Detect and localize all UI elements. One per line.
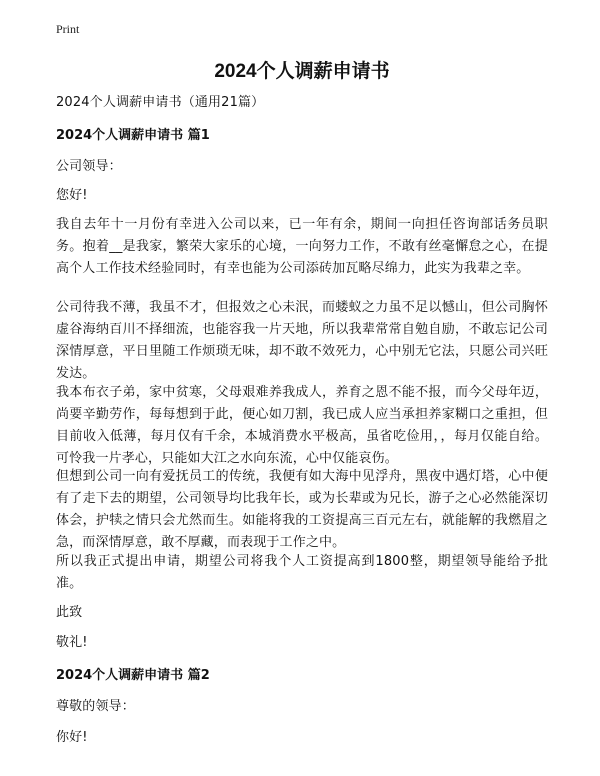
section-heading-1 (56, 124, 548, 147)
closing-line-2: 敬礼! (56, 635, 88, 650)
paragraph-5: 所以我正式提出申请，期望公司将我个人工资提高到1800整，期望领导能给予批准。 (56, 554, 548, 591)
paragraph-1: 我自去年十一月份有幸进入公司以来，已一年有余，期间一向担任咨询部话务员职务。抱着__是我家，繁荣大家乐的心境，一向努力工作，不敢有丝毫懈怠之心，在提高个人工作技术经验同时，有幸也能为公司添砖加瓦略尽绵力，此实为我辈之幸。 (56, 217, 548, 276)
print-link[interactable]: Print (56, 22, 80, 36)
section-heading-text: 2024个人调薪申请书 (56, 128, 188, 143)
greeting: 您好! (56, 188, 88, 203)
section-heading-number: 篇2 (187, 668, 210, 683)
paragraph-4: 但想到公司一向有爱抚员工的传统，我便有如大海中见浮舟，黑夜中遇灯塔，心中便有了走下去的期望，公司领导均比我年长，或为长辈或为兄长，游子之心必然能深切体会，护犊之情只会尤然而生。如能将我的工资提高三百元左右，就能解的我燃眉之急，而深情厚意，敢不厚藏，而表现于工作之中。 (56, 469, 548, 550)
greeting-2: 你好! (56, 730, 88, 745)
section-heading-number: 篇1 (187, 128, 210, 143)
salutation-2: 尊敬的领导： (56, 699, 135, 714)
salutation: 公司领导： (56, 159, 122, 174)
page-title: 2024个人调薪申请书 (214, 61, 390, 82)
paragraph-3: 我本布衣子弟，家中贫寒，父母艰难养我成人，养育之恩不能不报，而今父母年迈，尚要辛勤劳作，每每想到于此，便心如刀割，我已成人应当承担养家糊口之重担，但目前收入低薄，每月仅有千余，本城消费水平极高，虽省吃俭用，，每月仅能自给。可怜我一片孝心，只能如大江之水向东流，心中仅能哀伤。 (56, 385, 548, 466)
section-heading-text: 2024个人调薪申请书 (56, 668, 188, 683)
closing-line-1: 此致 (56, 605, 83, 620)
paragraph-2: 公司待我不薄，我虽不才，但报效之心未泯，而蝼蚁之力虽不足以憾山，但公司胸怀虚谷海纳百川不择细流，也能容我一片天地，所以我辈常常自勉自励，不敢忘记公司深情厚意，平日里随工作烦琐无味，却不敢不效死力，心中别无它法，只愿公司兴旺发达。 (56, 300, 548, 381)
section-heading-2 (56, 664, 548, 687)
document-subtitle: 2024个人调薪申请书（通用21篇） (56, 95, 265, 110)
